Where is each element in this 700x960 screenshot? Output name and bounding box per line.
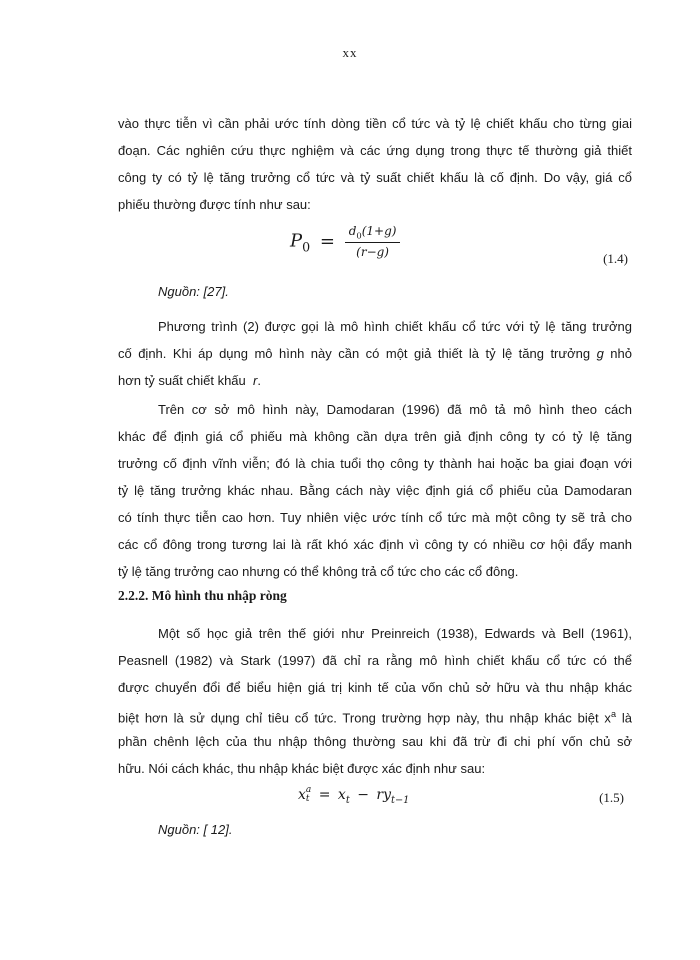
eq2-equals: = xyxy=(318,787,331,803)
paragraph-residual-income xyxy=(118,620,632,782)
equation-number: (1.4) xyxy=(603,251,628,266)
source-citation: Nguồn: [ 12]. xyxy=(158,822,233,837)
section-heading: 2.2.2. Mô hình thu nhập ròng xyxy=(118,588,287,603)
paragraph-damodaran xyxy=(118,396,632,585)
text-line: được chuyển đổi để biểu hiện giá trị kinh tế của vốn chủ sở hữu và thu nhập khác xyxy=(118,680,632,695)
text-line: cố định. Khi áp dụng mô hình này cần có một giả thiết là tỷ lệ tăng trưởng g nhỏ xyxy=(118,346,632,361)
text-line: hữu. Nói cách khác, thu nhập khác biệt được xác định như sau: xyxy=(118,761,486,776)
text-line: trưởng cố định vĩnh viễn; đó là chia tuổi thọ công ty thành hai hoặc ba giai đoạn với xyxy=(118,456,632,471)
eq1-numerator: $d_0(1+g)$ xyxy=(345,224,401,243)
text-line: đoạn. Các nghiên cứu thực nghiệm và các ứng dụng trong thực tế thường giả thiết xyxy=(118,143,632,158)
text-line: khác để định giá cổ phiếu mà không cần dựa trên giả định công ty có tỷ lệ tăng xyxy=(118,429,632,444)
paragraph-intro xyxy=(118,110,632,218)
eq1-lhs: P xyxy=(290,230,303,252)
eq1-fraction xyxy=(345,224,401,259)
text-line: phần chênh lệch của thu nhập thông thường sau khi đã trừ đi chi phí vốn chủ sở xyxy=(118,734,632,749)
source-citation: Nguồn: [27]. xyxy=(158,284,229,299)
paragraph-gordon xyxy=(118,313,632,394)
equation-number: (1.5) xyxy=(599,790,624,805)
page-number: xx xyxy=(342,45,358,60)
text-line: các cổ đông trong tương lai là rất khó xác định vì công ty có nhiều cơ hội đẩy manh xyxy=(118,537,632,552)
eq1-equals: = xyxy=(319,230,335,252)
text-line: biệt hơn là sử dụng chỉ tiêu cổ tức. Trong trường hợp này, thu nhập khác biệt $x^a$ là xyxy=(118,709,632,726)
text-line: Phương trình (2) được gọi là mô hình chiết khấu cổ tức với tỷ lệ tăng trưởng xyxy=(158,319,632,334)
text-line: tỷ lệ tăng trưởng khác nhau. Bằng cách này việc định giá cổ phiếu của Damodaran xyxy=(118,483,632,498)
text-line: tỷ lệ tăng trưởng cao nhưng có thể không trả cổ tức cho các cổ đông. xyxy=(118,564,519,579)
text-line: Peasnell (1982) và Stark (1997) đã chỉ ra rằng mô hình chiết khấu cổ tức có thể xyxy=(118,653,632,668)
text-line: Một số học giả trên thế giới như Preinreich (1938), Edwards và Bell (1961), xyxy=(158,626,632,641)
eq2-lhs: x xyxy=(298,787,306,803)
text-line: Trên cơ sở mô hình này, Damodaran (1996) đã mô tả mô hình theo cách xyxy=(158,402,632,417)
equation-1-5: x a t = $x_t - ry_{t-1}$ xyxy=(298,785,410,806)
text-line: vào thực tiễn vì cần phải ước tính dòng tiền cổ tức và tỷ lệ chiết khấu cho từng giai xyxy=(118,116,632,131)
eq1-denominator: (r−g) xyxy=(356,245,389,260)
eq1-lhs-sub: 0 xyxy=(302,239,311,255)
eq2-term2: $ry_{t-1}$ xyxy=(376,787,410,806)
equation-1-4 xyxy=(290,224,400,259)
text-line: có tính thực tiễn cao hơn. Tuy nhiên việc ước tính cổ tức mà một công ty sẽ trả cho xyxy=(118,510,632,525)
eq2-term1: $x_t$ xyxy=(337,787,350,806)
text-line: phiếu thường được tính như sau: xyxy=(118,197,311,212)
text-line: hơn tỷ suất chiết khấu r. xyxy=(118,373,261,388)
eq2-minus: − xyxy=(357,787,369,803)
text-line: công ty có tỷ lệ tăng trưởng cổ tức và tỷ suất chiết khấu là cố định. Do vậy, giá cổ xyxy=(118,170,632,185)
